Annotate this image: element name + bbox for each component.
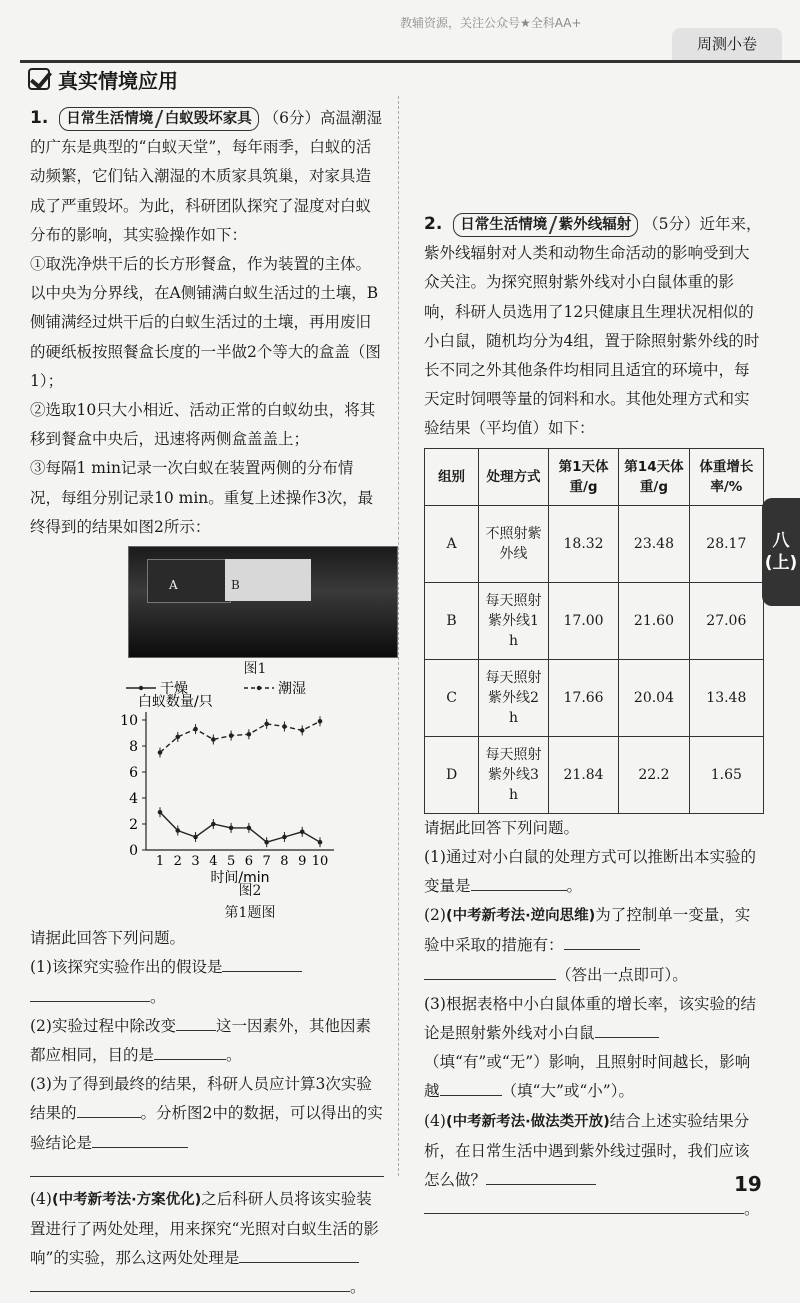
question-number: 2. xyxy=(424,214,443,234)
data-point xyxy=(211,737,216,742)
q2-intro: 近年来，紫外线辐射对人类和动物生命活动的影响受到大众关注。为探究照射紫外线对小白鼠体重的影响，科研人员选用了12只健康且生理状况相似的小白鼠，随机均分为4组，置于除照射紫外线的时长不同之外其他条件均相同且适宜的环境中，每天定时饲喂等量的饲料和水。其他处理方式和实验结果（平均值）如下： xyxy=(424,215,762,438)
q1-sub-2a: (2)实验过程中除改变 xyxy=(30,1016,176,1035)
q1-sub-1: (1)该探究实验作出的假设是 xyxy=(30,958,223,977)
y-tick-label: 10 xyxy=(120,713,138,730)
table-cell: 21.60 xyxy=(619,582,689,659)
data-point xyxy=(211,822,216,827)
data-point xyxy=(318,719,323,724)
data-point xyxy=(247,826,252,831)
x-tick-label: 8 xyxy=(280,854,289,870)
legend-label: 干燥 xyxy=(160,681,188,698)
table-header-cell: 第14天体重/g xyxy=(619,448,689,505)
context-tag: 日常生活情境 白蚁毁坏家具 xyxy=(59,107,259,131)
new-method-tag: (中考新考法·逆向思维) xyxy=(445,908,596,925)
table-header-cell: 组别 xyxy=(425,448,479,505)
y-tick-label: 2 xyxy=(129,817,138,834)
q2-sub-3c: （填“大”或“小”）。 xyxy=(501,1082,634,1101)
answer-blank[interactable] xyxy=(471,874,567,891)
table-cell: A xyxy=(425,505,479,582)
column-divider xyxy=(398,96,400,1176)
answer-line[interactable] xyxy=(30,1158,384,1177)
answer-blank[interactable] xyxy=(77,1101,141,1118)
q2-sub-2: 为了控制单一变量，实验中采取的措施有： xyxy=(424,906,751,955)
legend-label: 潮湿 xyxy=(278,681,306,698)
data-point xyxy=(193,835,198,840)
data-point xyxy=(318,840,323,845)
context-tag: 日常生活情境 紫外线辐射 xyxy=(453,213,638,237)
points: （6分） xyxy=(263,109,321,127)
header-tab: 周测小卷 xyxy=(672,28,782,60)
table-header-cell: 体重增长率/% xyxy=(689,448,763,505)
y-tick-label: 8 xyxy=(129,739,138,756)
q1-sub-3a: (3)为了得到最终的结果，科研人员应计算3次实验结果的 xyxy=(30,1075,372,1123)
x-tick-label: 3 xyxy=(191,854,200,870)
answer-blank[interactable] xyxy=(440,1079,502,1096)
table-cell: B xyxy=(425,582,479,659)
table-cell: 28.17 xyxy=(689,505,763,582)
table-cell: 不照射紫外线 xyxy=(479,505,549,582)
points: （5分） xyxy=(643,215,700,233)
table-cell: 22.2 xyxy=(619,736,689,813)
q1-step-2: ②选取10只大小相近、活动正常的白蚁幼虫，将其移到餐盒中央后，迅速将两侧盒盖盖上； xyxy=(30,401,376,449)
box-a xyxy=(147,559,231,603)
series-line-dry xyxy=(160,812,320,842)
table-cell: 17.00 xyxy=(548,582,618,659)
q2-prompt: 请据此回答下列问题。 xyxy=(424,818,580,837)
table-row xyxy=(425,505,764,582)
table-cell: 每天照射紫外线2 h xyxy=(479,659,549,736)
header-rule xyxy=(20,60,800,63)
figure-1-caption: 图1 xyxy=(243,661,267,678)
data-point xyxy=(300,728,305,733)
table-cell: 23.48 xyxy=(619,505,689,582)
answer-blank[interactable] xyxy=(222,955,302,972)
q1-sub-3b: 。分析图2中的数据，可以得出的实验结论是 xyxy=(30,1104,383,1152)
answer-blank[interactable] xyxy=(424,1197,744,1214)
answer-blank[interactable] xyxy=(176,1014,216,1031)
page-number: 19 xyxy=(734,1172,762,1196)
q1-step-1: ①取洗净烘干后的长方形餐盒，作为装置的主体。以中央为分界线，在A侧铺满白蚁生活过的土壤，B侧铺满经过烘干后的白蚁生活过的土壤，再用废旧的硬纸板按照餐盒长度的一半做2个等大的盒盖（图1）； xyxy=(30,255,381,390)
answer-blank[interactable] xyxy=(154,1043,226,1060)
q2-sub-2-tail: （答出一点即可）。 xyxy=(556,965,688,984)
answer-blank[interactable] xyxy=(30,1275,350,1292)
data-point xyxy=(158,750,163,755)
data-point xyxy=(175,735,180,740)
table-cell: 18.32 xyxy=(548,505,618,582)
figure-2-line-chart xyxy=(30,680,384,887)
q1-sub-4: 之后科研人员将该实验装置进行了两处处理，用来探究“光照对白蚁生活的影响”的实验，那么这两处处理是 xyxy=(30,1189,379,1268)
photo-label-b: B xyxy=(231,578,240,593)
answer-blank[interactable] xyxy=(92,1131,188,1148)
section-title xyxy=(28,64,178,94)
q2-sub-1: (1)通过对小白鼠的处理方式可以推断出本实验的变量是 xyxy=(424,847,756,896)
data-point xyxy=(229,826,234,831)
q1-prompt: 请据此回答下列问题。 xyxy=(30,929,186,948)
data-point xyxy=(300,830,305,835)
section-title-text: 真实情境应用 xyxy=(58,68,178,93)
table-row xyxy=(425,736,764,813)
data-point xyxy=(175,828,180,833)
new-method-tag: (中考新考法·做法类开放) xyxy=(445,1113,610,1130)
answer-blank[interactable] xyxy=(424,963,556,980)
table-header-cell: 处理方式 xyxy=(479,448,549,505)
table-header-cell: 第1天体重/g xyxy=(548,448,618,505)
x-tick-label: 4 xyxy=(209,854,218,870)
q2-sub-3b: （填“有”或“无”）影响，且照射时间越长，影响越 xyxy=(424,1053,751,1101)
results-table xyxy=(424,448,764,814)
answer-blank[interactable] xyxy=(486,1168,596,1185)
series-line-humid xyxy=(160,721,320,752)
data-point xyxy=(264,840,269,845)
side-tab-line-1: 八 xyxy=(772,531,790,551)
data-point xyxy=(229,733,234,738)
table-cell: 1.65 xyxy=(689,736,763,813)
table-row xyxy=(425,582,764,659)
data-point xyxy=(247,732,252,737)
table-cell: 每天照射紫外线1 h xyxy=(479,582,549,659)
new-method-tag: (中考新考法·方案优化) xyxy=(51,1191,202,1208)
legend-marker xyxy=(257,686,261,690)
data-point xyxy=(282,835,287,840)
figure-1-photo xyxy=(128,546,398,658)
q2-sub-4: 结合上述实验结果分析，在日常生活中遇到紫外线过强时，我们应该怎么做？ xyxy=(424,1111,750,1190)
table-cell: C xyxy=(425,659,479,736)
table-cell: 21.84 xyxy=(548,736,618,813)
y-tick-label: 6 xyxy=(129,765,138,782)
question-number: 1. xyxy=(30,108,49,128)
table-cell: D xyxy=(425,736,479,813)
legend-marker xyxy=(139,686,143,690)
answer-blank[interactable] xyxy=(595,1021,659,1038)
answer-blank[interactable] xyxy=(239,1246,359,1263)
x-tick-label: 1 xyxy=(155,854,165,870)
grade-side-tab xyxy=(762,498,800,606)
table-cell: 每天照射紫外线3 h xyxy=(479,736,549,813)
question-1: 1. 日常生活情境 白蚁毁坏家具 （6分）高温潮湿的广东是典型的“白蚁天堂”，每年雨季，白蚁的活动频繁，它们钻入潮湿的木质家具筑巢，对家具造成了严重毁坏。为此，科研团队探究了湿度对白蚁分布的影响，其实验操作如下： ①取洗净烘干后的长方形餐盒，作为装置的主体。以中央为分界线，在A侧铺满白蚁生活过的土壤，B侧铺满经过烘干后的白蚁生活过的土壤，再用废旧的硬纸板按照餐盒长度的一半做2个等大的盒盖（图1）； ②选取10只大小相近、活动正常的白蚁幼虫，将其移到餐盒中央后，迅速将两侧盒盖盖上； ③每隔1 min记录一次白蚁在装置两侧的分布情况，每组分别记录10 min。重复上述操作3次，最终得到的结果如图2所示： A B 图1 0 2 4 6 8 10 1 2 3 4 5 6 7 8 9 10 白蚁数量/只 时间/min 干燥 潮湿 图2 第1题图 请据此回答下列问题。 (1)该探究实验作出的假设是 。 (2)实验过程中除改变 这一因素外，其他因素都应相同，目的是 。 (3)为了得到最终的结果，科研人员应计算3次实验结果的 。分析图2中的数据，可以得出的实验结论是 (4)(中考新考法·方案优化)之后科研人员将该实验装置进行了两处处理，用来探究“光照对白蚁生活的影响”的实验，那么这两处处理是 。 xyxy=(30,104,384,1303)
x-tick-label: 5 xyxy=(226,854,236,870)
table-cell: 17.66 xyxy=(548,659,618,736)
figure-caption: 第1题图 xyxy=(224,905,276,922)
figure-2-caption: 图2 xyxy=(238,883,262,900)
x-tick-label: 6 xyxy=(244,854,254,870)
photo-label-a: A xyxy=(169,578,178,593)
question-2-body: 2. 日常生活情境 紫外线辐射 （5分）近年来，紫外线辐射对人类和动物生命活动的影响受到大众关注。为探究照射紫外线对小白鼠体重的影响，科研人员选用了12只健康且生理状况相似的小白鼠，随机均分为4组，置于除照射紫外线的时长不同之外其他条件均相同且适宜的环境中，每天定时饲喂等量的饲料和水。其他处理方式和实验结果（平均值）如下： 组别 处理方式 第1天体重/g 第14天体重/g 体重增长率/% A 不照射紫外线 18.32 23.48 28.17 B 每天照射紫外线1 h 17.00 21.60 27.06 C 每天照射紫外线2 h 17.66 20.04 13.48 D 每天照射紫外线3 h 21.84 22.2 1.65 请据此回答下列问题。 (1)通过对小白鼠的处理方式可以推断出本实验的变量是 。 (2)(中考新考法·逆向思维)为了控制单一变量，实验中采取的措施有： （答出一点即可）。 (3)根据表格中小白鼠体重的增长率，该实验的结论是照射紫外线对小白鼠（填“有”或“无”）影响，且照射时间越长，影响越 （填“大”或“小”）。 (4)(中考新考法·做法类开放)结合上述实验结果分析，在日常生活中遇到紫外线过强时，我们应该怎么做？ 。 xyxy=(424,210,764,1224)
x-tick-label: 10 xyxy=(311,854,329,870)
q1-sub-2b: 这一因素外，其他因素都应相同，目的是 xyxy=(30,1016,371,1065)
y-axis-label: 白蚁数量/只 xyxy=(138,694,213,711)
x-axis-label: 时间/min xyxy=(210,870,270,887)
y-tick-label: 0 xyxy=(129,843,138,860)
x-tick-label: 9 xyxy=(298,854,307,870)
data-point xyxy=(264,722,269,727)
side-tab-line-2: (上) xyxy=(764,553,798,573)
x-tick-label: 7 xyxy=(262,854,271,870)
x-tick-label: 2 xyxy=(173,854,182,870)
data-point xyxy=(282,724,287,729)
table-cell: 27.06 xyxy=(689,582,763,659)
checkmark-icon xyxy=(28,68,50,90)
data-point xyxy=(158,810,163,815)
data-point xyxy=(193,727,198,732)
answer-blank[interactable] xyxy=(30,985,150,1002)
table-cell: 13.48 xyxy=(689,659,763,736)
watermark-text: 教辅资源，关注公众号★全科AA+ xyxy=(400,16,582,30)
table-row xyxy=(425,659,764,736)
table-cell: 20.04 xyxy=(619,659,689,736)
q2-sub-3a: (3)根据表格中小白鼠体重的增长率，该实验的结论是照射紫外线对小白鼠 xyxy=(424,994,756,1043)
answer-blank[interactable] xyxy=(564,933,640,950)
y-tick-label: 4 xyxy=(129,791,138,808)
q1-intro: 高温潮湿的广东是典型的“白蚁天堂”，每年雨季，白蚁的活动频繁，它们钻入潮湿的木质家具筑巢，对家具造成了严重毁坏。为此，科研团队探究了湿度对白蚁分布的影响，其实验操作如下： xyxy=(30,109,383,244)
q1-step-3: ③每隔1 min记录一次白蚁在装置两侧的分布情况，每组分别记录10 min。重复上述操作3次，最终得到的结果如图2所示： xyxy=(30,459,374,536)
